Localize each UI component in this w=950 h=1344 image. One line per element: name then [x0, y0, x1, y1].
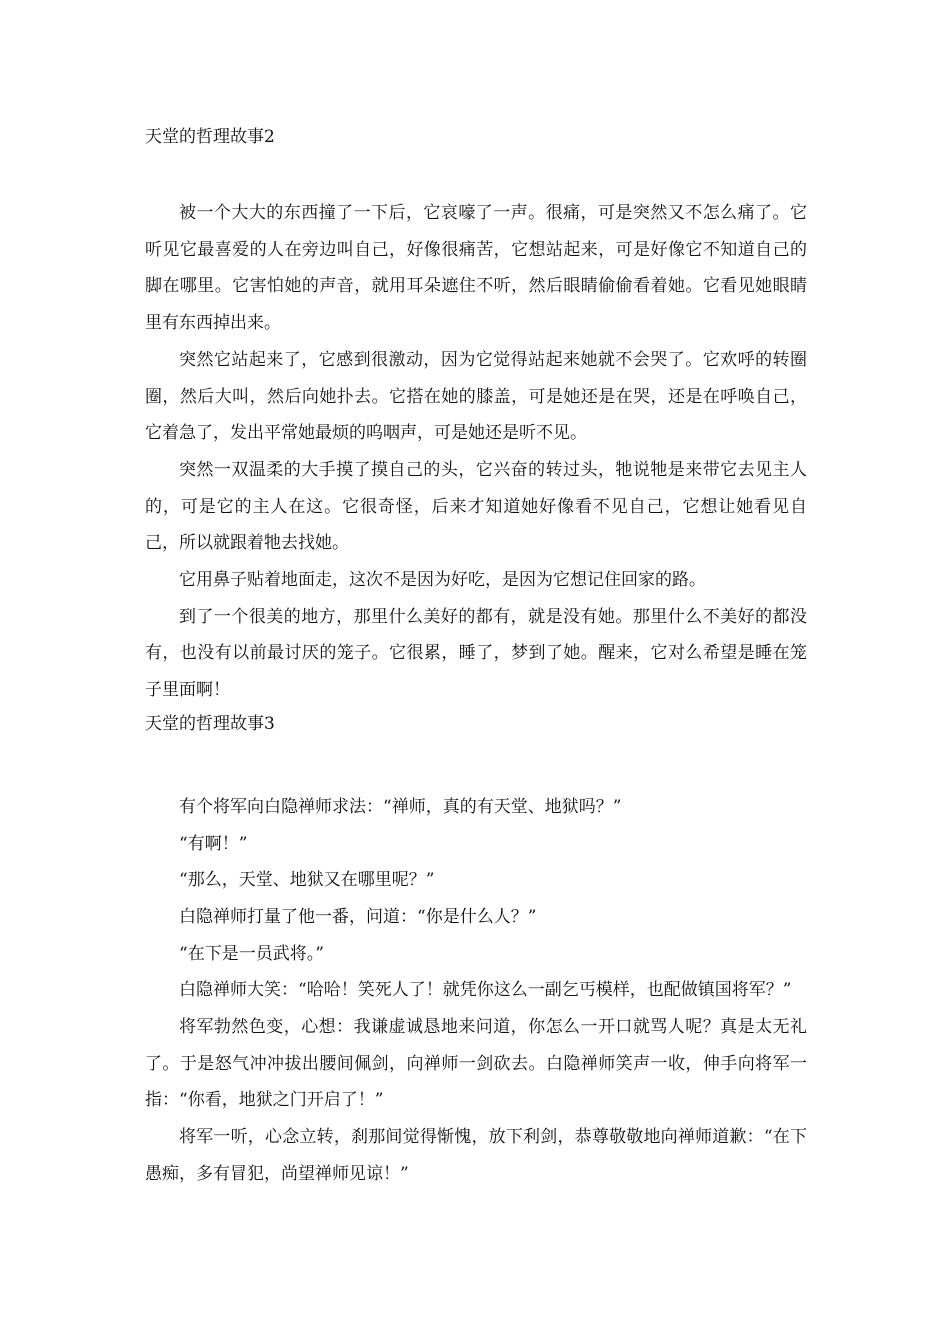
paragraph: 它用鼻子贴着地面走，这次不是因为好吃，是因为它想记住回家的路。 — [179, 570, 706, 591]
document-body — [145, 122, 807, 1193]
paragraph: 白隐禅师打量了他一番，问道：“你是什么人？” — [179, 906, 537, 927]
paragraph: “有啊！” — [179, 833, 248, 854]
paragraph: 到了一个很美的地方，那里什么美好的都有，就是没有她。那里什么不美好的都没有，也没有以前最讨厌的笼子。它很累，睡了，梦到了她。醒来，它对么希望是睡在笼子里面啊！ — [145, 606, 807, 701]
paragraph: 将军一听，心念立转，刹那间觉得惭愧，放下利剑，恭尊敬敬地向禅师道歉：“在下愚痴，多有冒犯，尚望禅师见谅！” — [145, 1127, 807, 1184]
paragraph: “在下是一员武将。” — [179, 943, 324, 964]
section-title: 天堂的哲理故事3 — [145, 713, 275, 734]
paragraph: 白隐禅师大笑：“哈哈！笑死人了！就凭你这么一副乞丐模样，也配做镇国将军？” — [179, 980, 792, 1001]
paragraph: 被一个大大的东西撞了一下后，它哀嚎了一声。很痛，可是突然又不怎么痛了。它听见它最喜爱的人在旁边叫自己，好像很痛苦，它想站起来，可是好像它不知道自己的脚在哪里。它害怕她的声音，就用耳朵遮住不听，然后眼睛偷偷看着她。它看见她眼睛里有东西掉出来。 — [145, 203, 807, 334]
paragraph: 有个将军向白隐禅师求法：“禅师，真的有天堂、地狱吗？” — [179, 796, 622, 817]
paragraph: 突然一双温柔的大手摸了摸自己的头，它兴奋的转过头，牠说牠是来带它去见主人的，可是它的主人在这。它很奇怪，后来才知道她好像看不见自己，它想让她看见自己，所以就跟着牠去找她。 — [145, 459, 807, 554]
section-title: 天堂的哲理故事2 — [145, 127, 275, 147]
paragraph: “那么，天堂、地狱又在哪里呢？” — [179, 870, 435, 891]
paragraph: 突然它站起来了，它感到很激动，因为它觉得站起来她就不会哭了。它欢呼的转圈圈，然后大叫，然后向她扑去。它搭在她的膝盖，可是她还是在哭，还是在呼唤自己，它着急了，发出平常她最烦的呜咽声，可是她还是听不见。 — [145, 349, 807, 444]
paragraph: 将军勃然色变，心想：我谦虚诚恳地来问道，你怎么一开口就骂人呢？真是太无礼了。于是怒气冲冲拔出腰间佩剑，向禅师一剑砍去。白隐禅师笑声一收，伸手向将军一指：“你看，地狱之门开启了！” — [145, 1017, 807, 1111]
